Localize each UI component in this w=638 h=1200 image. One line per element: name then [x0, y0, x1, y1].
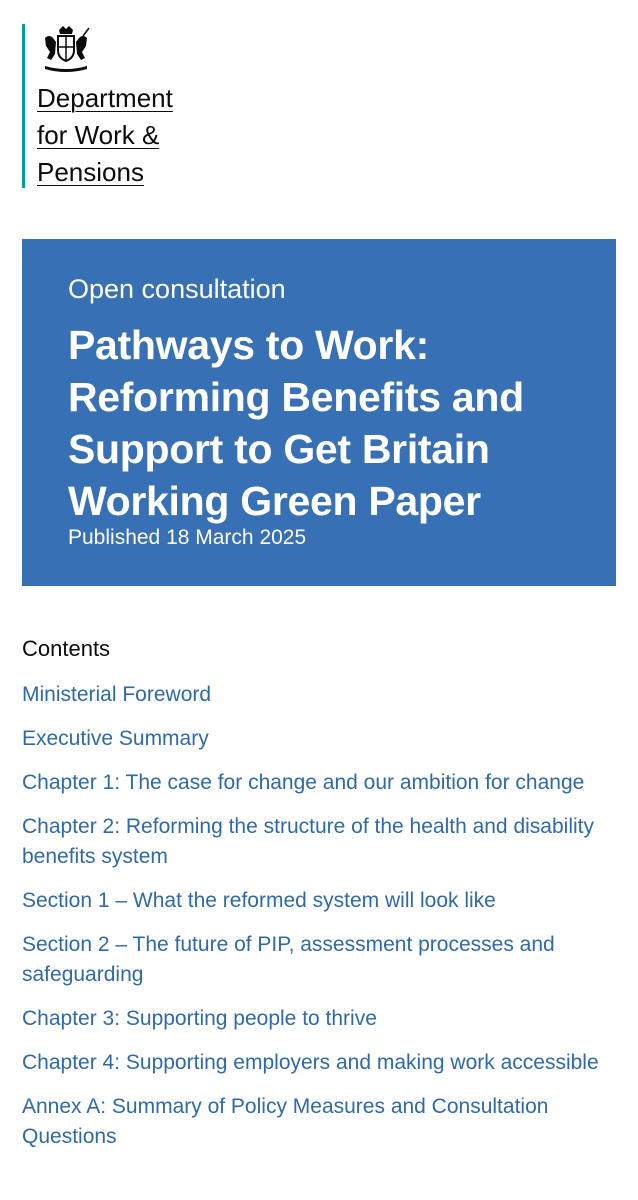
document-type-caption: Open consultation: [68, 274, 286, 304]
contents-link-chapter-3[interactable]: Chapter 3: Supporting people to thrive: [22, 1007, 377, 1030]
contents-link-chapter-1[interactable]: Chapter 1: The case for change and our ambition for change: [22, 771, 585, 794]
royal-coat-of-arms-icon: [39, 24, 93, 72]
contents-link-section-2[interactable]: Section 2 – The future of PIP, assessment processes and safeguarding: [22, 933, 555, 986]
organisation-name-line: for Work &: [37, 120, 160, 150]
organisation-logo[interactable]: [22, 24, 225, 188]
contents-heading: Contents: [22, 636, 111, 661]
organisation-name-line: Pensions: [37, 157, 144, 187]
contents-list: [22, 680, 622, 1166]
organisation-name-line: Department: [37, 83, 173, 113]
organisation-name[interactable]: [37, 80, 227, 191]
contents-link-ministerial-foreword[interactable]: Ministerial Foreword: [22, 683, 212, 706]
contents-link-chapter-4[interactable]: Chapter 4: Supporting employers and making work accessible: [22, 1051, 599, 1074]
page-title: Pathways to Work: Reforming Benefits and Support to Get Britain Working Green Paper: [68, 322, 524, 524]
contents-link-annex-a[interactable]: Annex A: Summary of Policy Measures and Consultation Questions: [22, 1095, 549, 1148]
contents-link-section-1[interactable]: Section 1 – What the reformed system will look like: [22, 889, 496, 912]
page-header-banner: [22, 239, 616, 586]
published-date: Published 18 March 2025: [68, 526, 307, 549]
contents-link-executive-summary[interactable]: Executive Summary: [22, 727, 209, 750]
contents-link-chapter-2[interactable]: Chapter 2: Reforming the structure of the health and disability benefits system: [22, 815, 594, 868]
